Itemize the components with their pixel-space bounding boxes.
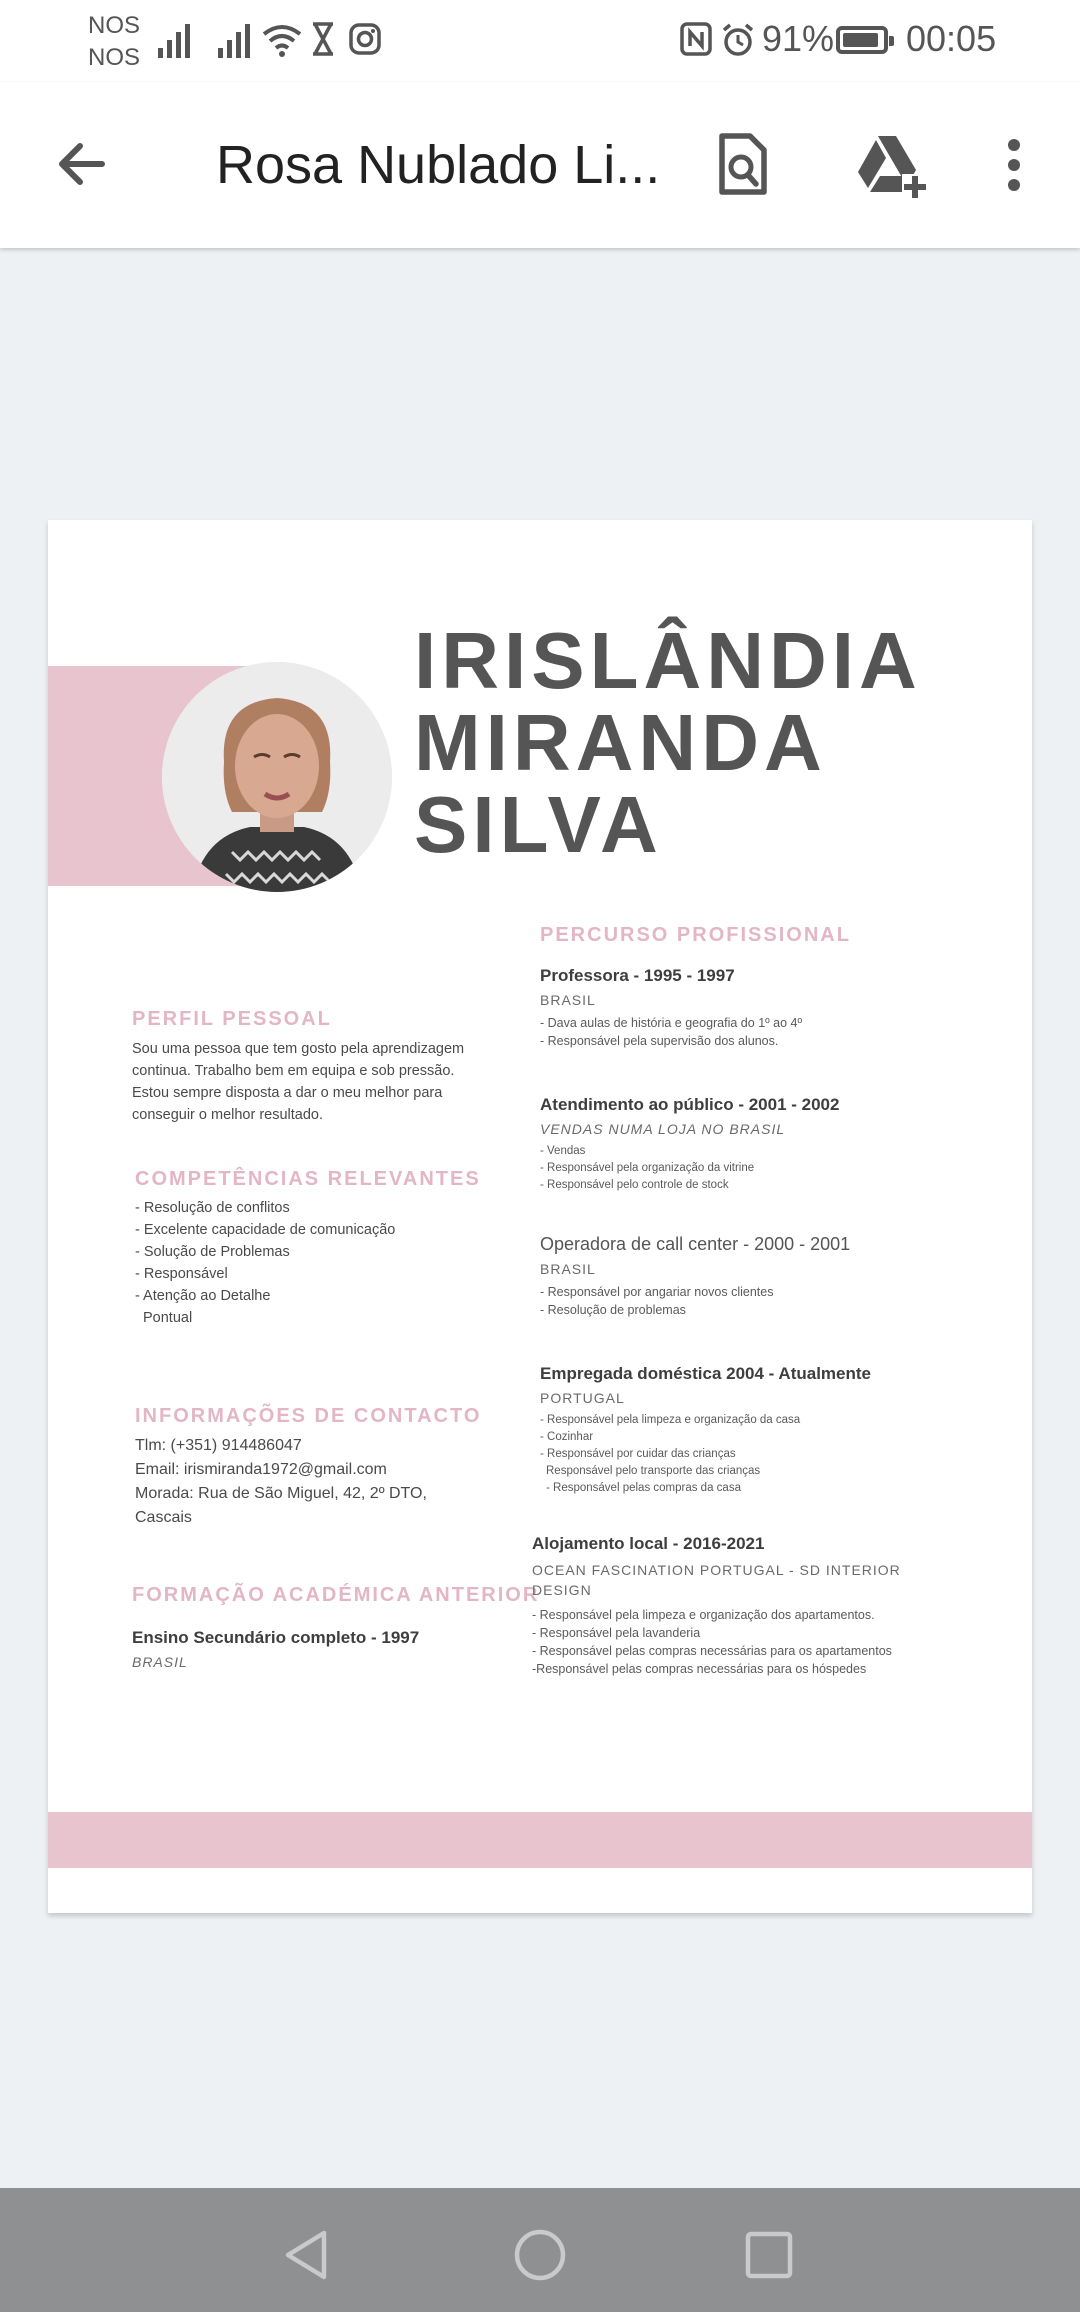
job-duty: - Responsável pelas compras necessárias para os apartamentos (532, 1644, 892, 1658)
job-duty: -Responsável pelas compras necessárias para os hóspedes (532, 1662, 867, 1676)
job-duty: - Dava aulas de história e geografia do 1º ao 4º (540, 1016, 803, 1030)
home-circle-icon[interactable] (513, 2228, 567, 2282)
job-duty: - Responsável pela limpeza e organização dos apartamentos. (532, 1608, 875, 1622)
hourglass-icon (310, 22, 336, 56)
education-place: BRASIL (132, 1654, 188, 1670)
job-title: Atendimento ao público - 2001 - 2002 (540, 1095, 840, 1114)
job-duties (532, 1606, 952, 1678)
search-document-icon[interactable] (708, 130, 778, 200)
profile-heading: PERFIL PESSOAL (132, 1008, 332, 1030)
wifi-icon (262, 22, 302, 58)
contact-address: Morada: Rua de São Miguel, 42, 2º DTO, Cascais (135, 1485, 427, 1526)
signal-icon (218, 22, 250, 58)
back-arrow-icon[interactable] (52, 134, 112, 194)
contact-phone: Tlm: (+351) 914486047 (135, 1437, 302, 1454)
job-title: Professora - 1995 - 1997 (540, 966, 735, 985)
job-duty: - Responsável pelo controle de stock (540, 1179, 729, 1191)
carrier-labels (88, 10, 140, 74)
clock: 00:05 (906, 18, 997, 59)
signal-icon (158, 22, 190, 58)
instagram-icon (348, 22, 382, 56)
alarm-icon (720, 22, 756, 58)
job-duty: - Responsável pela lavanderia (532, 1626, 701, 1640)
skills-list (135, 1197, 465, 1329)
education-heading: FORMAÇÃO ACADÉMICA ANTERIOR (132, 1584, 540, 1606)
navigation-bar (0, 2188, 1080, 2312)
job-entry (540, 966, 980, 1050)
skills-heading: COMPETÊNCIAS RELEVANTES (135, 1168, 481, 1190)
status-bar (0, 0, 1080, 82)
job-title: Operadora de call center - 2000 - 2001 (540, 1234, 851, 1254)
drive-add-icon[interactable] (850, 130, 930, 200)
education-entry (132, 1628, 419, 1670)
skill-item: - Excelente capacidade de comunicação (135, 1222, 396, 1238)
job-entry (540, 1234, 980, 1319)
job-place: BRASIL (540, 992, 596, 1008)
job-duties (540, 1283, 980, 1319)
job-entry (540, 1095, 980, 1194)
job-title: Alojamento local - 2016-2021 (532, 1534, 765, 1553)
contact-heading: INFORMAÇÕES DE CONTACTO (135, 1405, 482, 1427)
battery-percent: 91% (762, 18, 835, 59)
portrait-image (162, 662, 392, 892)
job-place: BRASIL (540, 1261, 596, 1277)
job-duties (540, 1014, 980, 1050)
job-place: VENDAS NUMA LOJA NO BRASIL (540, 1121, 786, 1137)
footer-pink-band (48, 1812, 1032, 1868)
name-line-1: IRISLÂNDIA (414, 616, 922, 705)
job-duties (540, 1143, 980, 1194)
back-triangle-icon[interactable] (280, 2228, 334, 2282)
job-duties (540, 1412, 980, 1497)
candidate-name (414, 616, 922, 869)
more-vert-icon[interactable] (996, 130, 1032, 200)
name-line-3: SILVA (414, 780, 663, 869)
experience-heading: PERCURSO PROFISSIONAL (540, 924, 851, 946)
skill-item: Pontual (143, 1310, 193, 1326)
contact-info (135, 1434, 465, 1530)
job-duty: - Responsável pela limpeza e organização da casa (540, 1414, 801, 1426)
job-duty: - Responsável por angariar novos clientes (540, 1285, 774, 1299)
education-title: Ensino Secundário completo - 1997 (132, 1628, 420, 1647)
job-place: OCEAN FASCINATION PORTUGAL - SD INTERIOR DESIGN (532, 1562, 901, 1598)
job-duty: - Responsável pelas compras da casa (546, 1482, 741, 1494)
job-duty: - Cozinhar (540, 1431, 594, 1443)
battery-fill (843, 33, 878, 47)
job-duty: - Responsável pela organização da vitrine (540, 1162, 755, 1174)
job-place: PORTUGAL (540, 1390, 625, 1406)
carrier-2: NOS (88, 44, 141, 71)
carrier-1: NOS (88, 12, 141, 39)
job-title: Empregada doméstica 2004 - Atualmente (540, 1364, 871, 1383)
job-entry (532, 1534, 952, 1678)
name-line-2: MIRANDA (414, 698, 827, 787)
nfc-icon (680, 22, 712, 56)
job-duty: - Responsável por cuidar das crianças (540, 1448, 736, 1460)
battery-icon (836, 26, 888, 54)
recents-square-icon[interactable] (742, 2228, 796, 2282)
skill-item: - Resolução de conflitos (135, 1200, 290, 1216)
profile-text: Sou uma pessoa que tem gosto pela aprendizagem continua. Trabalho bem em equipa e sob pressão. Estou sempre disposta a dar o meu melhor para conseguir o melhor resultado. (132, 1041, 465, 1123)
job-duty: - Vendas (540, 1145, 586, 1157)
job-duty: Responsável pelo transporte das crianças (546, 1465, 761, 1477)
job-duty: - Resolução de problemas (540, 1303, 686, 1317)
job-entry (540, 1364, 980, 1497)
skill-item: - Solução de Problemas (135, 1244, 290, 1260)
app-bar (0, 82, 1080, 248)
document-page[interactable] (48, 520, 1032, 1913)
skill-item: - Responsável (135, 1266, 228, 1282)
contact-email: Email: irismiranda1972@gmail.com (135, 1461, 387, 1478)
profile-photo (162, 662, 392, 892)
document-title: Rosa Nublado Li... (216, 135, 661, 195)
skill-item: - Atenção ao Detalhe (135, 1288, 271, 1304)
job-duty: - Responsável pela supervisão dos alunos. (540, 1034, 779, 1048)
